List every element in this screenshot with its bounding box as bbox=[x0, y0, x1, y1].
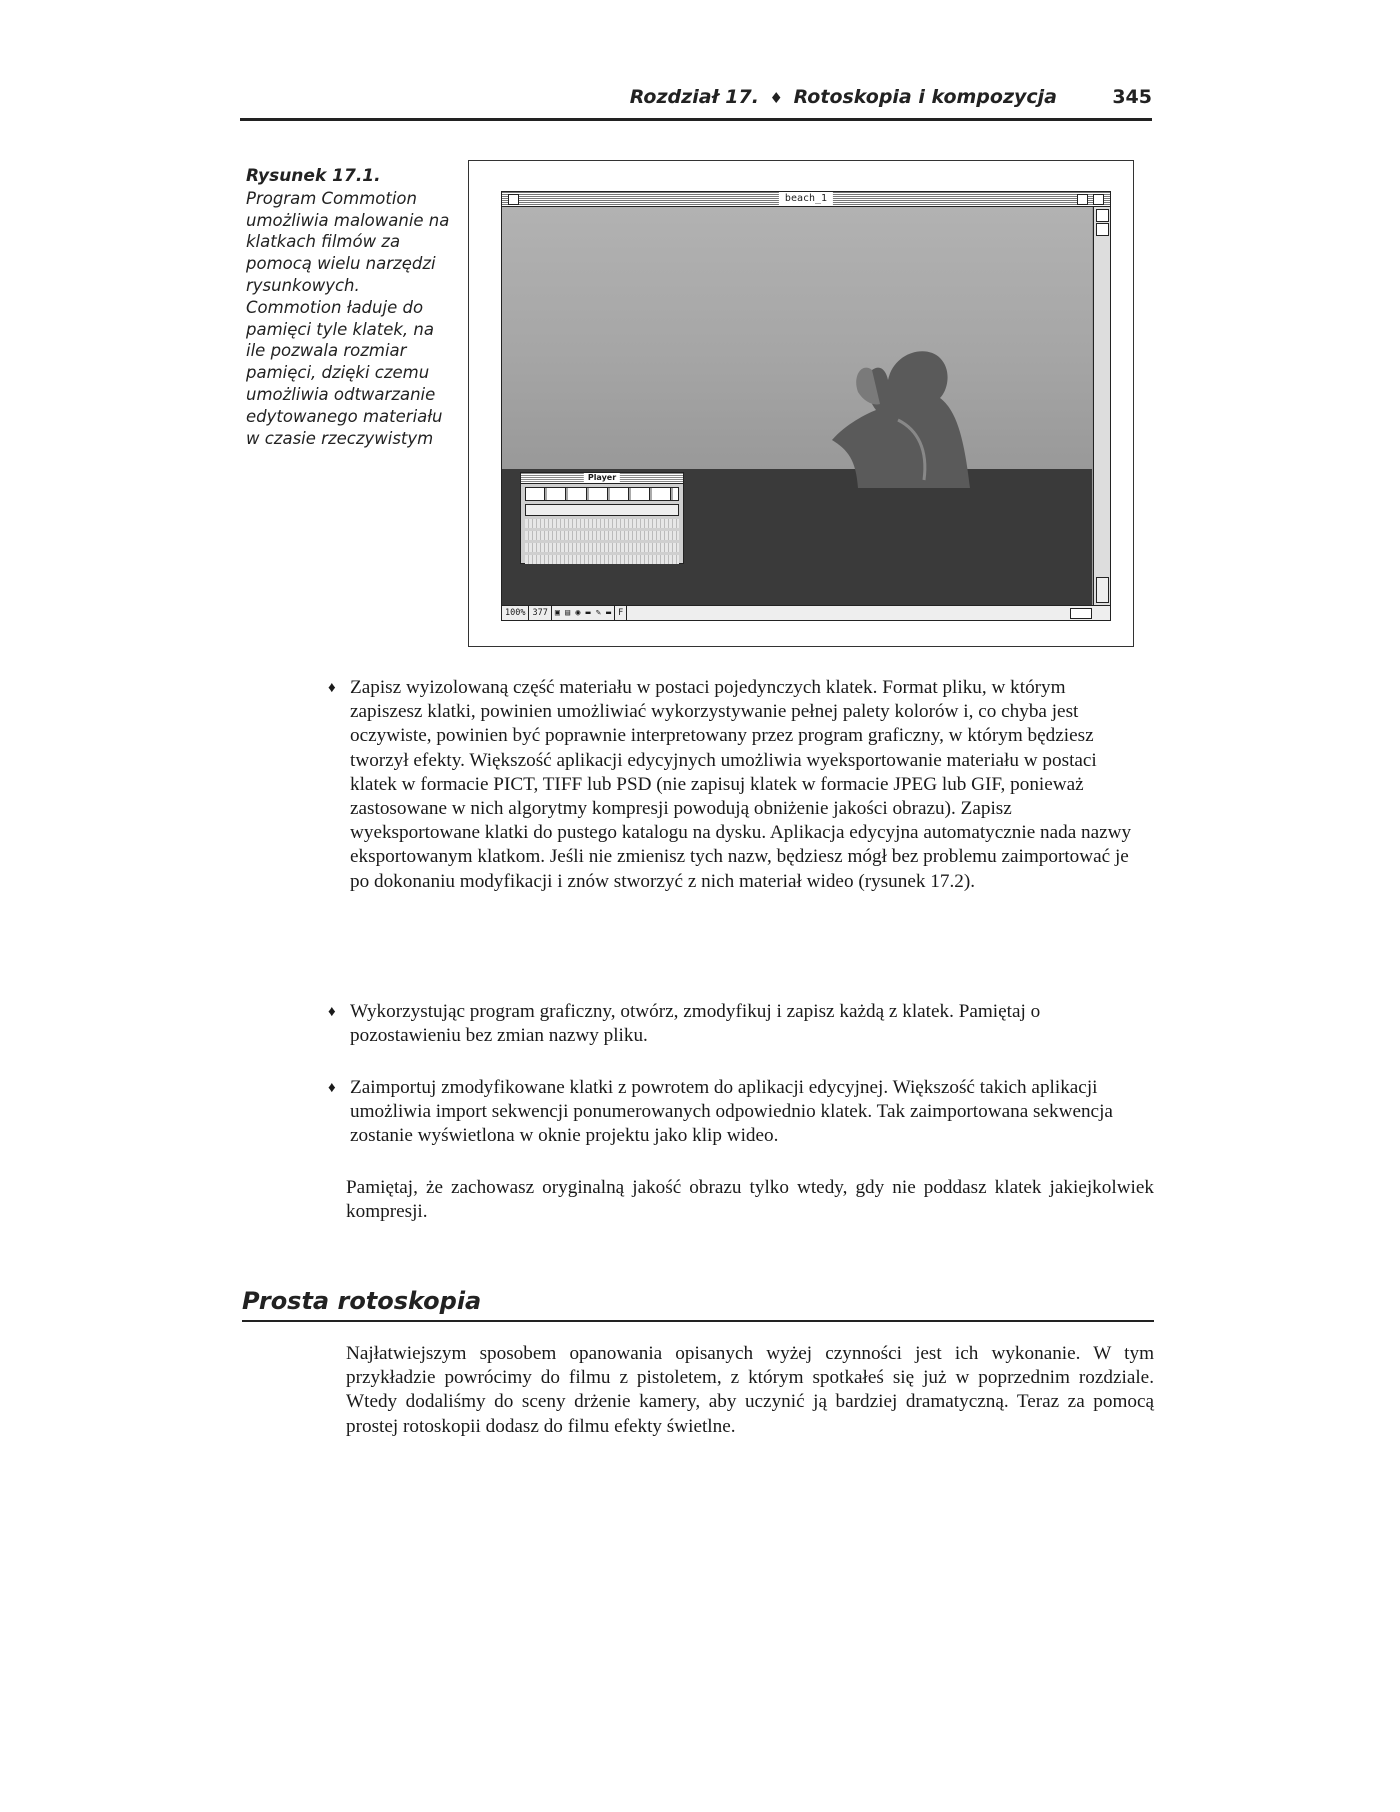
diamond-separator-icon: ♦ bbox=[769, 89, 783, 107]
section-heading bbox=[242, 1284, 1154, 1322]
chapter-number: Rozdział 17. bbox=[629, 86, 759, 108]
player-track bbox=[525, 519, 679, 528]
frame-number: 377 bbox=[529, 606, 551, 620]
close-box-icon bbox=[508, 194, 519, 205]
player-palette bbox=[520, 472, 684, 564]
diamond-bullet-icon: ♦ bbox=[328, 680, 336, 696]
page-number: 345 bbox=[1112, 86, 1152, 108]
player-title: Player bbox=[584, 473, 620, 483]
transport-controls bbox=[525, 487, 679, 501]
player-titlebar bbox=[521, 473, 683, 484]
figure-screenshot bbox=[468, 160, 1134, 647]
window-titlebar bbox=[502, 192, 1110, 207]
paragraph: Pamiętaj, że zachowasz oryginalną jakość obrazu tylko wtedy, gdy nie poddasz klatek jakiejkolwiek kompresji. bbox=[346, 1177, 1154, 1223]
tool-icons: ▣ ▤ ◉ ▬ ✎ ▬ bbox=[552, 606, 615, 620]
list-item-text: Wykorzystując program graficzny, otwórz, zmodyfikuj i zapisz każdą z klatek. Pamiętaj o pozostawieniu bez zmian nazwy pliku. bbox=[350, 1001, 1041, 1047]
list-item bbox=[328, 676, 1142, 894]
window-title: beach_1 bbox=[779, 192, 833, 206]
figure-caption bbox=[246, 166, 458, 449]
player-track bbox=[525, 531, 679, 540]
paragraph: Najłatwiejszym sposobem opanowania opisanych wyżej czynności jest ich wykonanie. W tym przykładzie powrócimy do filmu z pistoletem, z którym spotkałeś się już w poprzednim rozdziale. Wtedy dodaliśmy do sceny drżenie kamery, aby uczynić ją bardziej dramatyczną. Teraz za pomocą prostej rotoskopii dodasz do filmu efekty świetlne. bbox=[346, 1343, 1154, 1437]
window-statusbar bbox=[502, 605, 1110, 620]
scroll-box-icon bbox=[1096, 209, 1109, 222]
diamond-bullet-icon: ♦ bbox=[328, 1080, 336, 1096]
zoom-level: 100% bbox=[502, 606, 529, 620]
scroll-arrows-icon bbox=[1096, 577, 1109, 603]
section-title: Prosta rotoskopia bbox=[242, 1287, 482, 1315]
sky-area bbox=[502, 207, 1092, 469]
chapter-name: Rotoskopia i kompozycja bbox=[793, 86, 1057, 108]
app-window bbox=[501, 191, 1111, 621]
vertical-scrollbar bbox=[1093, 207, 1110, 605]
diamond-bullet-icon: ♦ bbox=[328, 1004, 336, 1020]
figure-label: Rysunek 17.1. bbox=[246, 166, 381, 186]
running-header bbox=[240, 84, 1152, 121]
collapse-box-icon bbox=[1077, 194, 1088, 205]
chapter-title bbox=[630, 86, 1057, 108]
list-item bbox=[328, 1000, 1142, 1048]
list-item-text: Zapisz wyizolowaną część materiału w postaci pojedynczych klatek. Format pliku, w którym zapiszesz klatki, powinien umożliwiać wykorzystywanie pełnej palety kolorów i, co chyba jest oczywiste, powinien być poprawnie interpretowany przez program graficzny, w którym będziesz tworzył efekty. Większość aplikacji edycyjnych umożliwia wyeksportowanie materiału w postaci klatek w formacie PICT, TIFF lub PSD (nie zapisuj klatek w formacie JPEG lub GIF, ponieważ zastosowane w nich algorytmy kompresji powodują obniżenie jakości obrazu). Zapisz wyeksportowane klatki do pustego katalogu na dysku. Aplikacja edycyjna automatycznie nada nazwy eksportowanym klatkom. Jeśli nie zmienisz tych nazw, będziesz mógł bez problemu zaimportować je po dokonaniu modyfikacji i znów stworzyć z nich materiał wideo (rysunek 17.2). bbox=[350, 677, 1132, 892]
scroll-box-icon bbox=[1096, 223, 1109, 236]
horizontal-scroll-icon bbox=[1070, 608, 1092, 619]
player-track bbox=[525, 555, 679, 564]
list-item-text: Zaimportuj zmodyfikowane klatki z powrotem do aplikacji edycyjnej. Większość takich aplikacji umożliwia import sekwencji ponumerowanych odpowiednio klatek. Tak zaimportowana sekwencja zostanie wyświetlona w oknie projektu jako klip wideo. bbox=[350, 1077, 1113, 1147]
tool-label: F bbox=[615, 606, 627, 620]
player-options-row bbox=[525, 504, 679, 516]
figure-caption-text: Program Commotion umożliwia malowanie na klatkach filmów za pomocą wielu narzędzi rysunkowych. Commotion ładuje do pamięci tyle klatek, na ile pozwala rozmiar pamięci, dzięki czemu umożliwia odtwarzanie edytowanego materiału w czasie rzeczywistym bbox=[246, 188, 450, 448]
player-track bbox=[525, 543, 679, 552]
person-silhouette bbox=[828, 340, 978, 488]
list-item bbox=[328, 1076, 1142, 1149]
zoom-box-icon bbox=[1093, 194, 1104, 205]
